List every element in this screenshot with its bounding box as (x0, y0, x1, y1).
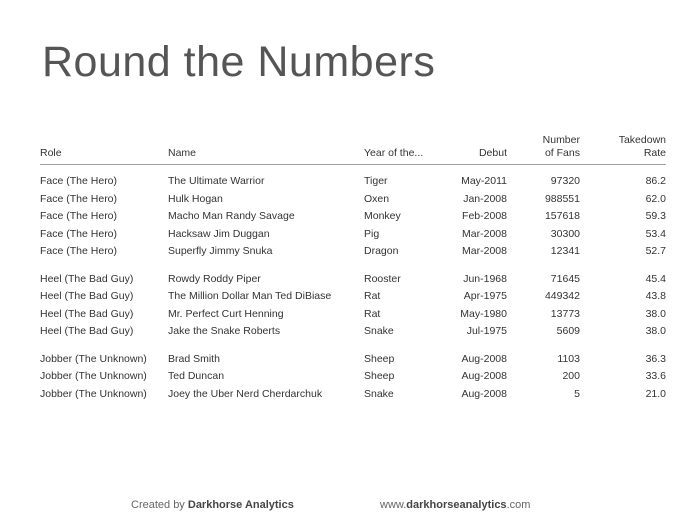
header-year: Year of the... (364, 134, 430, 165)
table-row (40, 288, 666, 306)
cell-debut: Jan-2008 (463, 192, 507, 205)
cell-debut: Aug-2008 (461, 387, 507, 400)
cell-role: Heel (The Bad Guy) (40, 290, 134, 302)
cell-fans: 157618 (544, 210, 580, 222)
cell-name: Hulk Hogan (168, 192, 223, 205)
cell-debut: Apr-1975 (463, 290, 507, 302)
cell-year: Dragon (364, 245, 399, 257)
cell-role: Heel (The Bad Guy) (40, 325, 134, 337)
cell-year: Sheep (364, 370, 395, 382)
cell-fans: 1103 (557, 352, 580, 365)
footer-credit (131, 499, 294, 511)
group-spacer (40, 165, 666, 174)
cell-debut: Jun-1968 (463, 272, 507, 285)
cell-fans: 5 (574, 387, 580, 400)
cell-year: Tiger (364, 175, 388, 187)
cell-debut: Mar-2008 (462, 245, 507, 257)
cell-fans: 5609 (556, 325, 580, 337)
cell-rate: 62.0 (645, 192, 666, 205)
header-role: Role (40, 134, 168, 165)
table-row (40, 351, 666, 369)
cell-year: Snake (364, 387, 394, 400)
table-row (40, 243, 666, 261)
cell-fans: 200 (562, 370, 580, 382)
cell-rate: 33.6 (645, 370, 666, 382)
footer-url-prefix: www. (380, 499, 407, 511)
cell-fans: 13773 (550, 307, 580, 320)
cell-role: Face (The Hero) (40, 210, 118, 222)
cell-rate: 53.4 (645, 227, 666, 240)
cell-fans: 12341 (550, 245, 580, 257)
cell-name: Superfly Jimmy Snuka (168, 245, 273, 257)
table-row (40, 173, 666, 191)
cell-rate: 38.0 (645, 325, 666, 337)
cell-debut: May-1980 (460, 307, 507, 320)
cell-debut: Feb-2008 (462, 210, 507, 222)
cell-role: Face (The Hero) (40, 245, 118, 257)
cell-fans: 30300 (550, 227, 580, 240)
cell-name: Brad Smith (168, 352, 220, 365)
cell-fans: 988551 (544, 192, 580, 205)
footer-url[interactable] (380, 499, 530, 511)
cell-name: The Ultimate Warrior (168, 175, 265, 187)
group-spacer (40, 341, 666, 351)
footer-url-suffix: .com (506, 499, 531, 511)
cell-debut: Aug-2008 (461, 352, 507, 365)
cell-name: The Million Dollar Man Ted DiBiase (168, 290, 332, 302)
data-table (40, 134, 666, 403)
cell-rate: 45.4 (645, 272, 666, 285)
group-spacer-cell (40, 165, 666, 174)
table-row (40, 191, 666, 209)
table-row (40, 226, 666, 244)
cell-debut: Jul-1975 (466, 325, 507, 337)
cell-year: Rooster (364, 272, 401, 285)
cell-name: Joey the Uber Nerd Cherdarchuk (168, 387, 323, 400)
cell-name: Macho Man Randy Savage (168, 210, 295, 222)
header-fans-line2: of Fans (544, 147, 580, 159)
footer-url-brand: darkhorseanalytics (406, 499, 507, 511)
cell-year: Sheep (364, 352, 395, 365)
cell-role: Jobber (The Unknown) (40, 387, 147, 400)
cell-rate: 86.2 (645, 175, 666, 187)
footer-credit-brand: Darkhorse Analytics (187, 499, 294, 511)
cell-name: Jake the Snake Roberts (168, 325, 281, 337)
group-spacer-cell (40, 341, 666, 351)
header-fans (507, 134, 580, 165)
cell-rate: 43.8 (645, 290, 666, 302)
page-title: Round the Numbers (42, 38, 436, 86)
table-body (40, 165, 666, 404)
cell-year: Snake (364, 325, 394, 337)
header-debut: Debut (430, 134, 507, 165)
header-rate-line1: Takedown (618, 134, 666, 146)
cell-year: Rat (364, 290, 381, 302)
cell-debut: Aug-2008 (461, 370, 507, 382)
header-rate-line2: Rate (643, 147, 666, 159)
table-row (40, 386, 666, 404)
cell-role: Face (The Hero) (40, 227, 118, 240)
header-rate (580, 134, 666, 165)
cell-name: Hacksaw Jim Duggan (168, 227, 270, 240)
cell-year: Oxen (364, 192, 390, 205)
cell-year: Rat (364, 307, 381, 320)
header-name: Name (168, 134, 364, 165)
table-row (40, 323, 666, 341)
table-row (40, 208, 666, 226)
cell-debut: Mar-2008 (462, 227, 507, 240)
cell-fans: 71645 (550, 272, 580, 285)
cell-rate: 36.3 (645, 352, 666, 365)
cell-role: Heel (The Bad Guy) (40, 307, 134, 320)
table-row (40, 368, 666, 386)
group-spacer (40, 261, 666, 271)
cell-rate: 38.0 (645, 307, 666, 320)
cell-debut: May-2011 (461, 175, 507, 187)
cell-name: Ted Duncan (168, 370, 225, 382)
table-row (40, 271, 666, 289)
footer-credit-prefix: Created by (131, 499, 188, 511)
cell-role: Face (The Hero) (40, 192, 118, 205)
cell-rate: 52.7 (645, 245, 666, 257)
cell-name: Rowdy Roddy Piper (168, 272, 261, 285)
cell-role: Face (The Hero) (40, 175, 118, 187)
group-spacer-cell (40, 261, 666, 271)
cell-rate: 21.0 (645, 387, 666, 400)
cell-role: Heel (The Bad Guy) (40, 272, 134, 285)
table-row (40, 306, 666, 324)
cell-name: Mr. Perfect Curt Henning (168, 307, 284, 320)
cell-fans: 449342 (544, 290, 580, 302)
cell-year: Monkey (364, 210, 401, 222)
cell-rate: 59.3 (645, 210, 666, 222)
cell-role: Jobber (The Unknown) (40, 370, 147, 382)
cell-fans: 97320 (550, 175, 580, 187)
table-header-row (40, 134, 666, 165)
cell-year: Pig (364, 227, 380, 240)
cell-role: Jobber (The Unknown) (40, 352, 147, 365)
header-fans-line1: Number (542, 134, 580, 146)
